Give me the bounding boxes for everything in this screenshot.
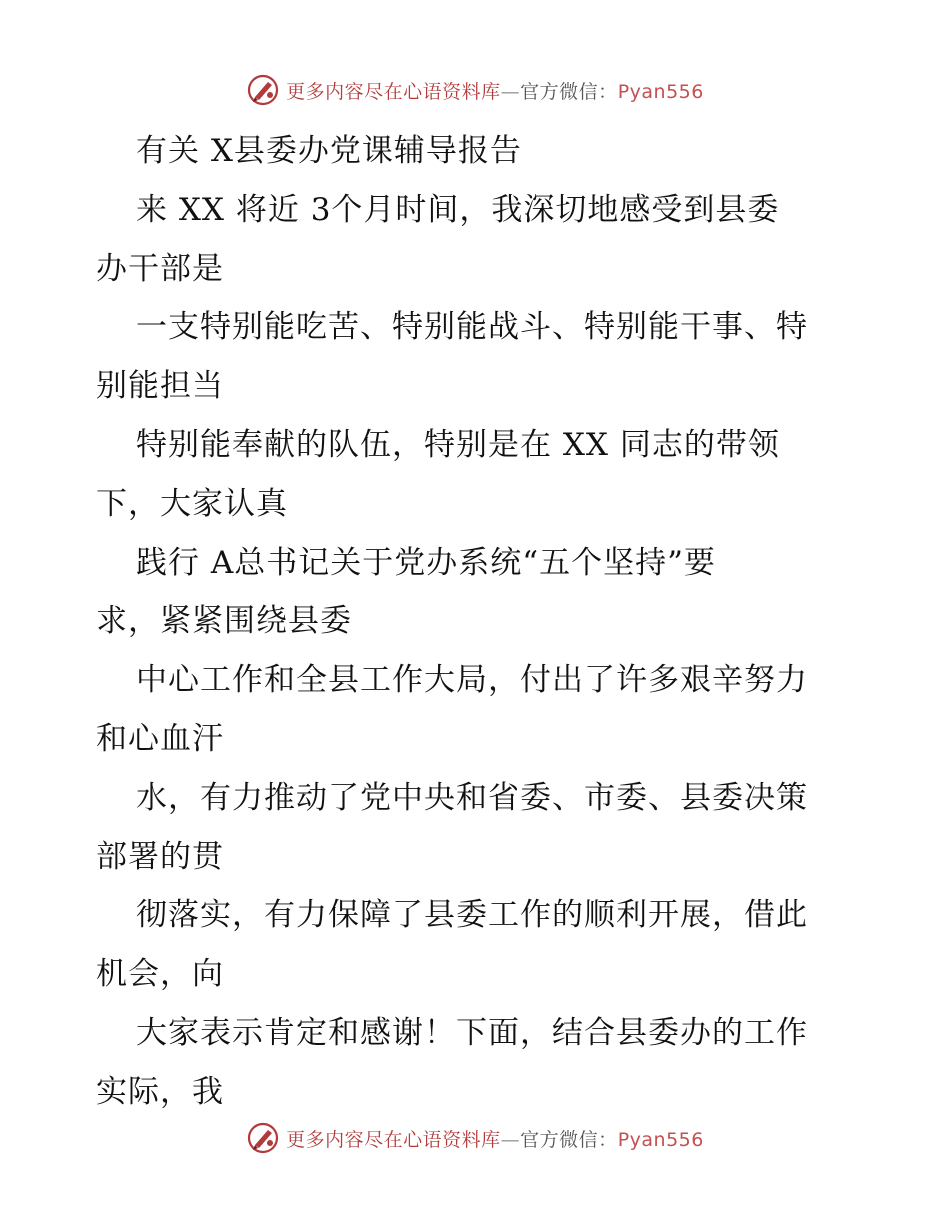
text-line: 中心工作和全县工作大局，付出了许多艰辛努力 xyxy=(136,662,808,699)
text-line: 下，大家认真 xyxy=(96,485,288,522)
text-line: 大家表示肯定和感谢！下面，结合县委办的工作 xyxy=(136,1014,808,1051)
document-body xyxy=(96,122,856,1122)
text-line: 求，紧紧围绕县委 xyxy=(96,603,352,640)
text-line: 践行 A总书记关于党办系统“五个坚持”要 xyxy=(136,544,716,581)
text-line: 特别能奉献的队伍，特别是在 XX 同志的带领 xyxy=(136,426,780,463)
text-line: 机会，向 xyxy=(96,956,224,993)
text-line: 办干部是 xyxy=(96,250,224,287)
text-line: 彻落实，有力保障了县委工作的顺利开展，借此 xyxy=(136,897,808,934)
text-line: 实际，我 xyxy=(96,1073,224,1110)
text-line: 水，有力推动了党中央和省委、市委、县委决策 xyxy=(136,779,808,816)
pen-logo-icon xyxy=(246,73,280,107)
text-line: 有关 X县委办党课辅导报告 xyxy=(136,133,522,169)
text-line: 别能担当 xyxy=(96,368,224,405)
watermark-text: 更多内容尽在心语资料库—官方微信：Pyan556 xyxy=(286,1128,704,1151)
watermark-text: 更多内容尽在心语资料库—官方微信：Pyan556 xyxy=(286,80,704,103)
pen-logo-icon xyxy=(246,1121,280,1155)
header-watermark xyxy=(0,70,950,110)
text-line: 来 XX 将近 3个月时间，我深切地感受到县委 xyxy=(136,191,780,228)
text-line: 一支特别能吃苦、特别能战斗、特别能干事、特 xyxy=(136,309,808,346)
text-line: 部署的贯 xyxy=(96,838,224,875)
text-line: 和心血汗 xyxy=(96,720,224,757)
footer-watermark xyxy=(0,1118,950,1158)
